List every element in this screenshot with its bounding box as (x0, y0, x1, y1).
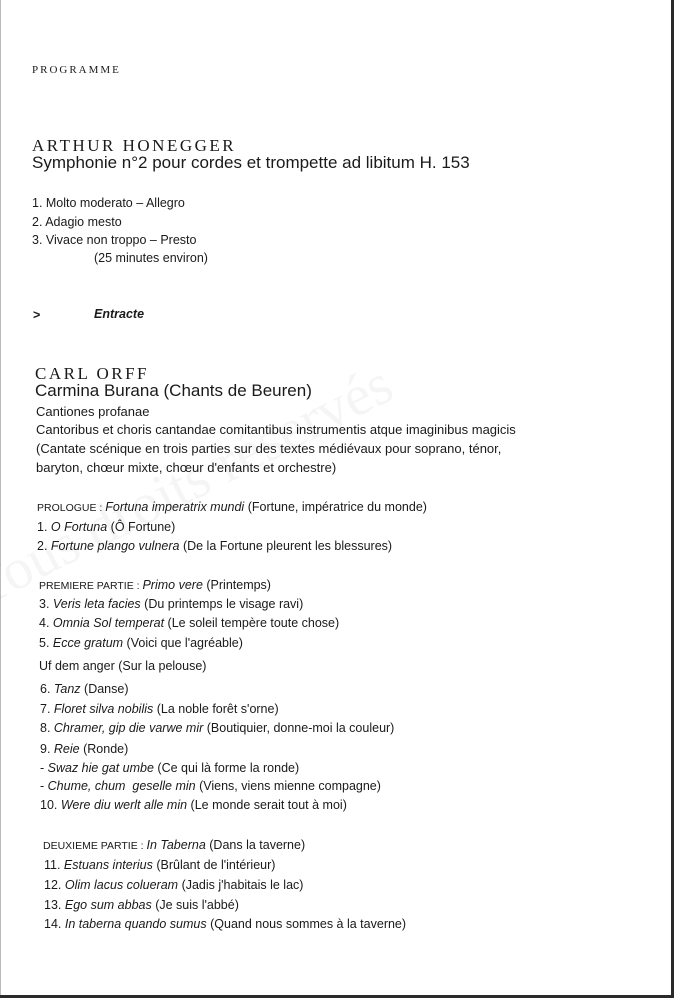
list-item: 14. In taberna quando sumus (Quand nous sommes à la taverne) (44, 917, 407, 931)
page-header: PROGRAMME (32, 64, 121, 76)
list-item: 12. Olim lacus colueram (Jadis j'habitais le lac) (44, 878, 304, 892)
section-translation: (Printemps) (202, 578, 271, 592)
section-title: Primo vere (142, 578, 203, 592)
section-label: PREMIERE PARTIE : (39, 580, 143, 592)
composer-orff: CARL ORFF (35, 364, 149, 383)
list-item: 2. Fortune plango vulnera (De la Fortune pleurent les blessures) (37, 539, 393, 553)
section-heading-part2 (43, 838, 305, 852)
list-item: 1. O Fortuna (Ô Fortune) (37, 520, 176, 534)
section-label: PROLOGUE : (37, 502, 106, 514)
list-item: - Chume, chum geselle min (Viens, viens mienne compagne) (40, 779, 381, 793)
work-note: (Cantate scénique en trois parties sur des textes médiévaux pour soprano, ténor, (36, 441, 502, 456)
section-label: DEUXIEME PARTIE : (43, 840, 147, 852)
movement-item: 1. Molto moderato – Allegro (32, 196, 185, 210)
work-note: baryton, chœur mixte, chœur d'enfants et orchestre) (36, 460, 337, 475)
list-item: 10. Were diu werlt alle min (Le monde serait tout à moi) (40, 798, 347, 812)
entracte-marker: > (33, 308, 41, 322)
list-item: 6. Tanz (Danse) (40, 682, 129, 696)
list-item: 5. Ecce gratum (Voici que l'agréable) (39, 636, 243, 650)
list-item: - Swaz hie gat umbe (Ce qui là forme la ronde) (40, 761, 300, 775)
section-translation: (Fortune, impératrice du monde) (244, 500, 427, 514)
duration: (25 minutes environ) (94, 251, 208, 265)
list-item: 7. Floret silva nobilis (La noble forêt s'orne) (40, 702, 279, 716)
work-subtitle: Cantiones profanae (36, 404, 150, 419)
work-title-honegger: Symphonie n°2 pour cordes et trompette ad libitum H. 153 (32, 153, 470, 172)
movement-item: 2. Adagio mesto (32, 215, 122, 229)
section-title: Fortuna imperatrix mundi (105, 500, 245, 514)
section-heading-prologue (37, 500, 427, 514)
list-item: 3. Veris leta facies (Du printemps le visage ravi) (39, 597, 304, 611)
subsection-heading: Uf dem anger (Sur la pelouse) (39, 659, 207, 673)
section-heading-part1 (39, 578, 271, 592)
list-item: 11. Estuans interius (Brûlant de l'intérieur) (44, 858, 276, 872)
entracte-label: Entracte (94, 307, 145, 321)
list-item: 4. Omnia Sol temperat (Le soleil tempère toute chose) (39, 616, 340, 630)
work-description: Cantoribus et choris cantandae comitantibus instrumentis atque imaginibus magicis (36, 422, 516, 437)
list-item: 9. Reie (Ronde) (40, 742, 129, 756)
work-title-orff: Carmina Burana (Chants de Beuren) (35, 381, 312, 400)
list-item: 8. Chramer, gip die varwe mir (Boutiquier, donne-moi la couleur) (40, 721, 395, 735)
movement-item: 3. Vivace non troppo – Presto (32, 233, 197, 247)
composer-honegger: ARTHUR HONEGGER (32, 136, 237, 155)
section-title: In Taberna (146, 838, 206, 852)
list-item: 13. Ego sum abbas (Je suis l'abbé) (44, 898, 239, 912)
section-translation: (Dans la taverne) (205, 838, 306, 852)
page-edge-left (0, 0, 1, 998)
